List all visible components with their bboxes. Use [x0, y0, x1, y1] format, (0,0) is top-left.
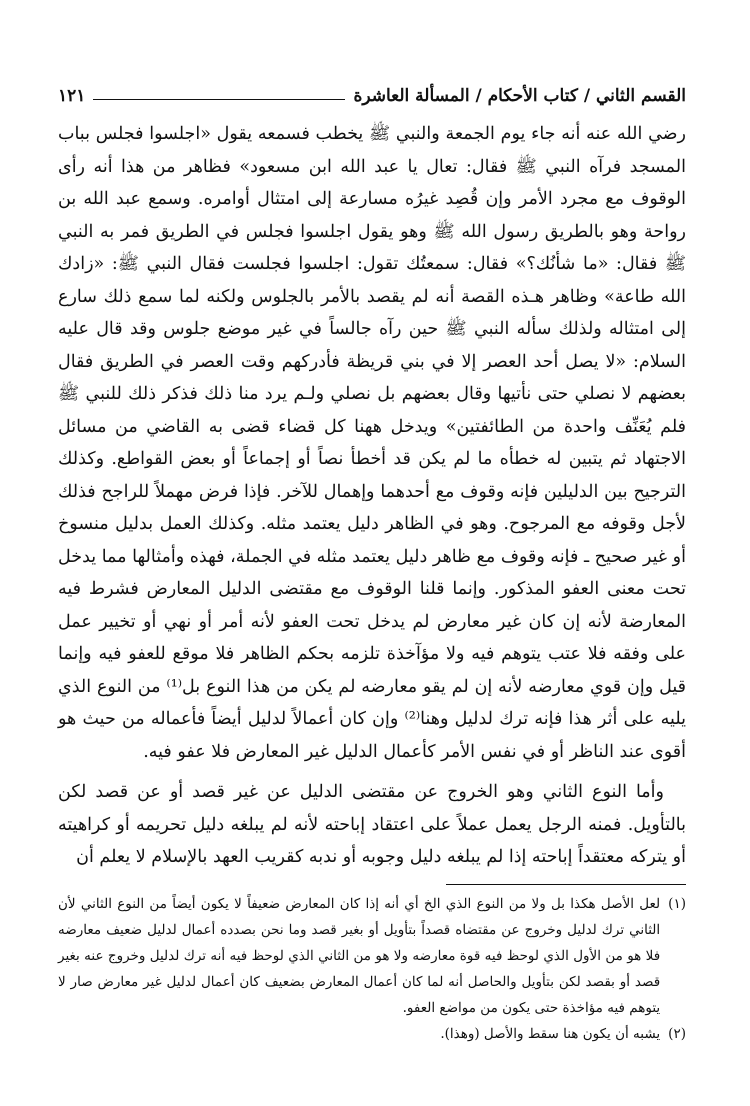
page-number: ١٢١ — [58, 86, 86, 106]
header-rule — [93, 99, 345, 100]
main-text — [58, 118, 686, 874]
running-header — [58, 84, 686, 108]
footnote-separator — [446, 884, 686, 885]
paragraph: رضي الله عنه أنه جاء يوم الجمعة والنبي ﷺ يخطب فسمعه يقول «اجلسوا فجلس بباب المسجد فرآه النبي ﷺ فقال: تعال يا عبد الله ابن مسعود» فظاهر من هذا أنه رأى الوقوف مع مجرد الأمر وإن قُصِد غيرُه مسارعة إلى امتثال أوامره. وسمع عبد الله بن رواحة وهو بالطريق رسول الله ﷺ وهو يقول اجلسوا فجلس في الطريق فمر به النبي ﷺ فقال: «ما شأنُك؟» فقال: سمعتُك تقول: اجلسوا فجلست فقال النبي ﷺ: «زادك الله طاعة» وظاهر هـذه القصة أنه لم يقصد بالأمر بالجلوس ولكنه لما سمع ذلك سارع إلى امتثاله ولذلك سأله النبي ﷺ حين رآه جالساً في غير موضع جلوس وقد قال عليه السلام: «لا يصل أحد العصر إلا في بني قريظة فأدركهم وقت العصر في الطريق فقال بعضهم لا نصلي حتى نأتيها وقال بعضهم بل نصلي ولـم يرد منا ذلك فذكر ذلك للنبي ﷺ فلم يُعَنِّف واحدة من الطائفتين» ويدخل ههنا كل قضاء قضى به القاضي من مسائل الاجتهاد ثم يتبين له خطأه ما لم يكن قد أخطأ نصاً أو إجماعاً أو بعض القواطع. وكذلك الترجيح بين الدليلين فإنه وقوف مع أحدهما وإهمال للآخر. فإذا فرض مهملاً للراجح فذلك لأجل وقوفه مع المرجوح. وهو في الظاهر دليل يعتمد مثله. وكذلك العمل بدليل منسوخ أو غير صحيح ـ فإنه وقوف مع ظاهر دليل يعتمد مثله في الجملة، فهذه وأمثالها مما يدخل تحت معنى العفو المذكور. وإنما قلنا الوقوف مع مقتضى الدليل المعارض فشرط فيه المعارضة لأنه إن كان غير معارض لم يدخل تحت العفو لأنه أمر أو نهي أو تخيير عمل على وفقه فلا عتب يتوهم فيه ولا مؤآخذة تلزمه بحكم الظاهر فلا موقع للعفو فيه وإنما قيل وإن قوي معارضه لأنه إن لم يقو معارضه لم يكن من هذا النوع بل⁽¹⁾ من النوع الذي يليه على أثر هذا فإنه ترك لدليل وهنا⁽²⁾ وإن كان أعمالاً لدليل أيضاً فأعماله من حيث هو أقوى عند الناظر أو في نفس الأمر كأعمال الدليل غير المعارض فلا عفو فيه. — [58, 124, 686, 762]
paragraph: وأما النوع الثاني وهو الخروج عن مقتضى الدليل عن غير قصد أو عن قصد لكن بالتأويل. فمنه الرجل يعمل عملاً على اعتقاد إباحته لأنه لم يبلغه دليل تحريمه أو كراهيته أو يتركه معتقداً إباحته إذا لم يبلغه دليل وجوبه أو ندبه كقريب العهد بالإسلام لا يعلم أن — [58, 782, 686, 867]
footnote-text: يشبه أن يكون هنا سقط والأصل (وهذا). — [440, 1025, 661, 1042]
footnotes — [58, 891, 686, 1047]
footnote — [58, 1021, 686, 1047]
running-header-title: القسم الثاني / كتاب الأحكام / المسألة العاشرة — [353, 86, 686, 106]
footnote — [58, 891, 686, 1021]
footnote-text: لعل الأصل هكذا بل ولا من النوع الذي الخ أي أنه إذا كان المعارض ضعيفاً لا يكون أيضاً من النوع الثاني لأن الثاني ترك لدليل وخروج عن مقتضاه قصداً بتأويل أو بغير قصد وما نحن بصدده أعمال لدليل ضعيف معارضه فلا هو من الأول الذي لوحظ فيه قوة معارضه ولا هو من الثاني الذي لوحظ فيه أنه ترك لدليل وخروج عنه بغير قصد أو بقصد لكن بتأويل والحاصل أنه لما كان أعمال المعارض بضعيف كان أعمال لدليل غير معارض صار لا يتوهم فيه مؤاخذة حتى يكون من مواضع العفو. — [58, 895, 661, 1016]
footnote-number: (١) — [668, 895, 686, 912]
footnote-number: (٢) — [668, 1025, 686, 1042]
